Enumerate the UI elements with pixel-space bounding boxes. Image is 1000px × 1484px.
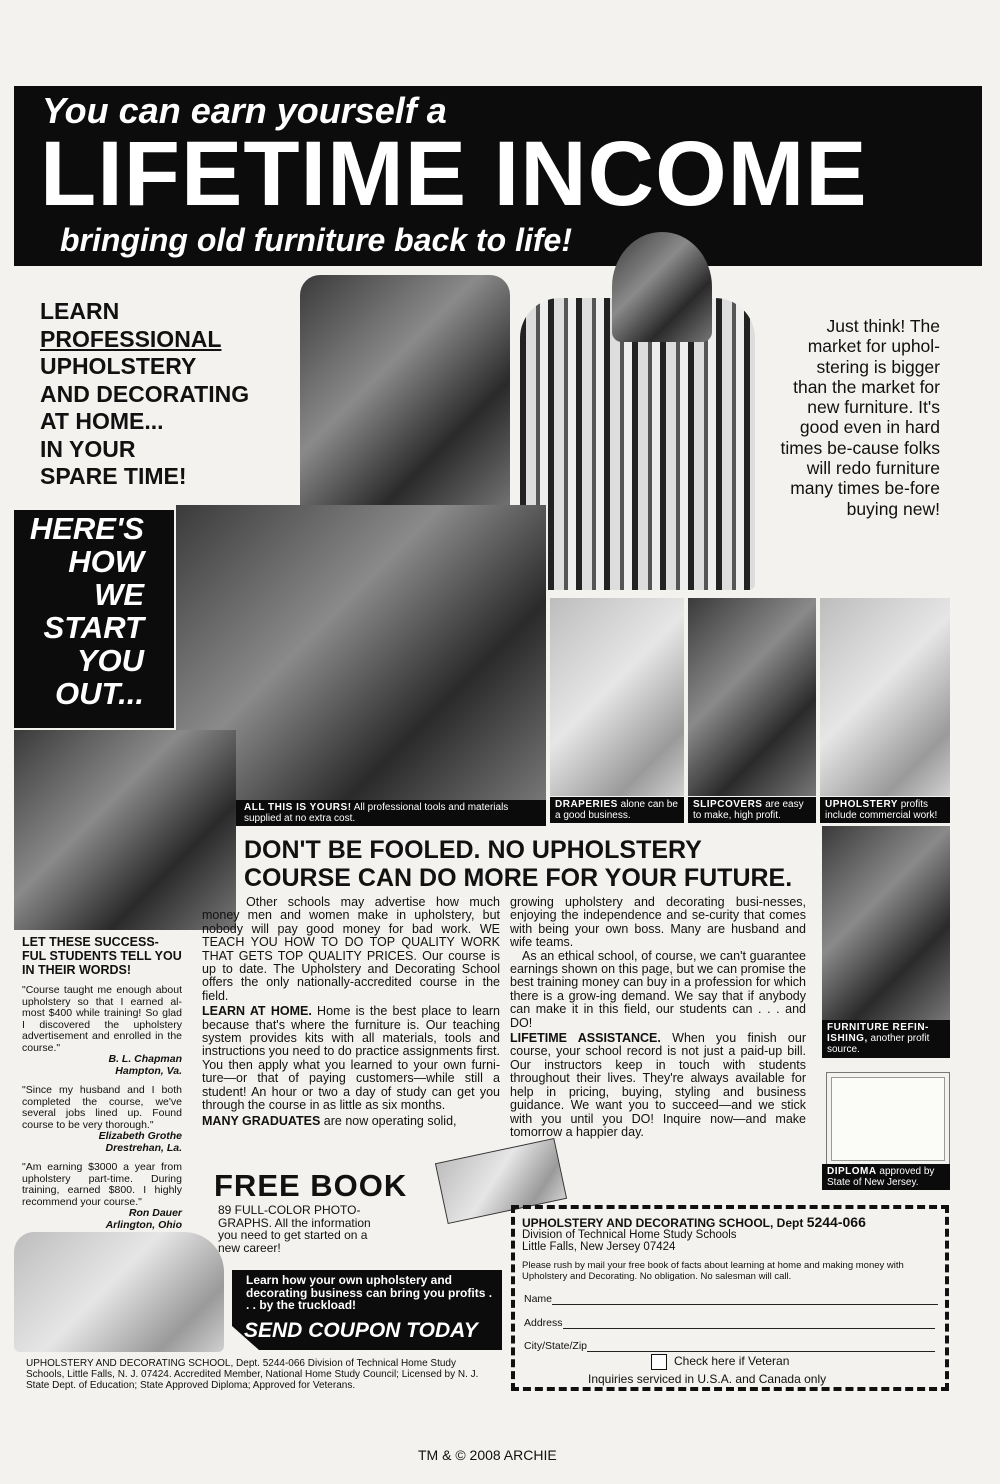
- testimonials-heading: LET THESE SUCCESS-FUL STUDENTS TELL YOU IN THEIR WORDS!: [22, 935, 182, 977]
- slipcovers-caption: [688, 797, 816, 823]
- refinishing-caption-bold: FURNITURE REFIN-ISHING,: [827, 1022, 929, 1044]
- learn-line: UPHOLSTERY: [40, 353, 197, 379]
- tools-caption-bold: ALL THIS IS YOURS!: [244, 802, 352, 813]
- body-lead: LEARN AT HOME.: [202, 1004, 312, 1019]
- diploma-caption-bold: DIPLOMA: [827, 1166, 877, 1177]
- header-line1: You can earn yourself a: [42, 90, 447, 131]
- learn-block: [40, 298, 249, 491]
- headline-line: DON'T BE FOOLED. NO UPHOLSTERY: [244, 836, 702, 864]
- learn-line: PROFESSIONAL: [40, 325, 222, 352]
- draperies-caption-text: alone can be a good business.: [555, 799, 678, 821]
- diploma-caption-text: approved by State of New Jersey.: [827, 1166, 935, 1188]
- send-coupon-cta: SEND COUPON TODAY: [244, 1319, 478, 1342]
- address-label: Address: [524, 1317, 563, 1329]
- body-lead: LIFETIME ASSISTANCE.: [510, 1031, 661, 1046]
- heres-how-line: HERE'S: [29, 511, 144, 546]
- testimonial-name: Ron Dauer: [128, 1207, 182, 1219]
- heres-how-line: YOU: [76, 643, 144, 678]
- coupon-inquiries: Inquiries serviced in U.S.A. and Canada only: [588, 1372, 827, 1386]
- man-photo: [612, 232, 712, 342]
- city-field[interactable]: [524, 1340, 935, 1352]
- body-paragraph: Other schools may advertise how much money men and women make in upholstery, but nobody will pay good money for bad work. WE TEACH YOU HOW TO DO TOP QUALITY WORK THAT GETS TOP QUALITY PRICES. Our course is up to date. The Upholstery and Decorating School offers the only nationally-accredited course in the field.: [202, 895, 500, 1003]
- learn-line: SPARE TIME!: [40, 463, 187, 489]
- testimonial-quote: "Course taught me enough about upholstery so that I earned al-most $400 while training! So glad I discovered the upholstery advertisement and enrolled in the course.": [22, 984, 182, 1054]
- header-title: LIFETIME INCOME: [40, 123, 868, 225]
- footer-note: UPHOLSTERY AND DECORATING SCHOOL, Dept. 5244-066 Division of Technical Home Study Schools, Little Falls, N. J. 07424. Accredited Member, National Home Study Council; Licensed by N. J. State Dept. of Education; State Approved Diploma; Approved for Veterans.: [26, 1358, 479, 1391]
- learn-line: AT HOME...: [40, 408, 164, 434]
- body-paragraph: growing upholstery and decorating busi-nesses, enjoying the independence and se-curity that comes with being your own boss. Many are husband and wife teams.: [510, 895, 806, 950]
- coupon-school: [522, 1214, 866, 1230]
- learn-line: IN YOUR: [40, 435, 136, 462]
- testimonial-quote: "Since my husband and I both completed the course, we've several jobs lined up. Found course to be very thorough.": [22, 1084, 182, 1131]
- coupon-school-name: UPHOLSTERY AND DECORATING SCHOOL, Dept: [522, 1216, 804, 1230]
- address-field[interactable]: [524, 1317, 935, 1329]
- draperies-caption: [550, 797, 684, 823]
- heres-how-line: HOW: [68, 544, 144, 579]
- slipcovers-caption-text: are easy to make, high profit.: [693, 799, 804, 821]
- header-line3: bringing old furniture back to life!: [60, 222, 572, 258]
- coupon-division: Division of Technical Home Study Schools: [522, 1229, 737, 1241]
- veteran-checkbox[interactable]: [651, 1354, 667, 1370]
- address-input[interactable]: [563, 1328, 935, 1329]
- draperies-photo: [550, 598, 684, 796]
- heres-how-text: [20, 512, 144, 710]
- heres-how-line: OUT...: [55, 676, 144, 711]
- upholstery-caption: [820, 797, 950, 823]
- body-column-left: [202, 896, 500, 1128]
- truck-photo: [14, 1232, 224, 1352]
- name-input[interactable]: [552, 1304, 938, 1305]
- testimonial-name: B. L. Chapman: [108, 1053, 182, 1065]
- tools-caption-text: All professional tools and materials supplied at no extra cost.: [244, 802, 509, 824]
- veteran-label: Check here if Veteran: [674, 1354, 790, 1368]
- testimonial-name: Elizabeth Grothe: [98, 1130, 182, 1142]
- learn-line: AND DECORATING: [40, 380, 250, 407]
- free-book-text: 89 FULL-COLOR PHOTO-GRAPHS. All the information you need to get started on a new career!: [218, 1203, 371, 1255]
- name-label: Name: [524, 1293, 553, 1305]
- body-text: Home is the best place to learn because that's where the furniture is. Our teaching system provides kits with all materials, tools and instructions you need to do practice assignments first. You then apply what you learned to your own furni-ture—or that of paying customers—while still a student! An hour or two a day of study can get you through the course in as little as six months.: [202, 1004, 500, 1113]
- free-book-title: FREE BOOK: [214, 1168, 408, 1203]
- copyright: TM & © 2008 ARCHIE: [418, 1447, 557, 1463]
- diploma-image: [826, 1072, 950, 1166]
- body-paragraph: As an ethical school, of course, we can't guarantee earnings shown on this page, but we can promise the best training money can buy in a profession for which there is a grow-ing demand. We say that if anybody can make it in this field, our students can . . . and DO!: [510, 948, 806, 1030]
- testimonial-place: Hampton, Va.: [115, 1064, 182, 1077]
- city-input[interactable]: [587, 1351, 935, 1352]
- main-headline: [244, 836, 792, 892]
- testimonial-place: Arlington, Ohio: [105, 1218, 182, 1231]
- name-field[interactable]: [524, 1293, 938, 1305]
- diploma-caption: [822, 1164, 950, 1190]
- truck-banner-text: Learn how your own upholstery and decorating business can bring you profits . . . by the truckload!: [246, 1273, 493, 1312]
- draperies-caption-bold: DRAPERIES: [555, 799, 618, 810]
- city-label: City/State/Zip: [524, 1340, 588, 1352]
- coupon-city: Little Falls, New Jersey 07424: [522, 1241, 676, 1253]
- body-paragraph: [202, 1005, 500, 1112]
- upholstery-caption-text: profits include commercial work!: [825, 799, 938, 821]
- body-column-right: [510, 896, 806, 1139]
- heres-how-line: WE: [94, 577, 144, 612]
- old-chair-photo: [300, 275, 510, 515]
- testimonial-place: Drestrehan, La.: [105, 1141, 182, 1154]
- slipcovers-photo: [688, 598, 816, 796]
- refinishing-caption-text: another profit source.: [827, 1033, 930, 1055]
- headline-line: COURSE CAN DO MORE FOR YOUR FUTURE.: [244, 864, 793, 892]
- refinishing-caption: [822, 1020, 950, 1058]
- heres-how-line: START: [43, 610, 144, 645]
- body-text: When you finish our course, your school record is not just a paid-up bill. Our instructors keep in touch with students throughout their lives. They're always available for help in pricing, buying, styling and business guidance. We want you to succeed—and we stick with you until you DO! Inquire now—and make tomorrow a happier day.: [510, 1031, 806, 1139]
- body-lead: MANY GRADUATES: [202, 1113, 321, 1128]
- testimonial-quote: "Am earning $3000 a year from upholstery part-time. During training, earned $800. I highly recommend your course.": [22, 1161, 182, 1208]
- coupon-request: Please rush by mail your free book of facts about learning at home and making money with Upholstery and Decorating. No obligation. No salesman will call.: [522, 1260, 904, 1282]
- upholstery-caption-bold: UPHOLSTERY: [825, 799, 898, 810]
- just-think-text: Just think! The market for uphol-stering is bigger than the market for new furniture. It's good even in hard times be-cause folks will redo furniture many times be-fore buying new!: [780, 316, 940, 519]
- body-paragraph: [510, 1032, 806, 1139]
- coupon-dept: 5244-066: [806, 1214, 866, 1230]
- slipcovers-caption-bold: SLIPCOVERS: [693, 799, 763, 810]
- body-paragraph: [202, 1115, 500, 1128]
- testimonials: [22, 935, 182, 1231]
- body-text: are now operating solid,: [323, 1113, 457, 1128]
- upholstery-photo: [820, 598, 950, 796]
- refinishing-photo: [822, 826, 950, 1020]
- learn-line: LEARN: [40, 298, 120, 324]
